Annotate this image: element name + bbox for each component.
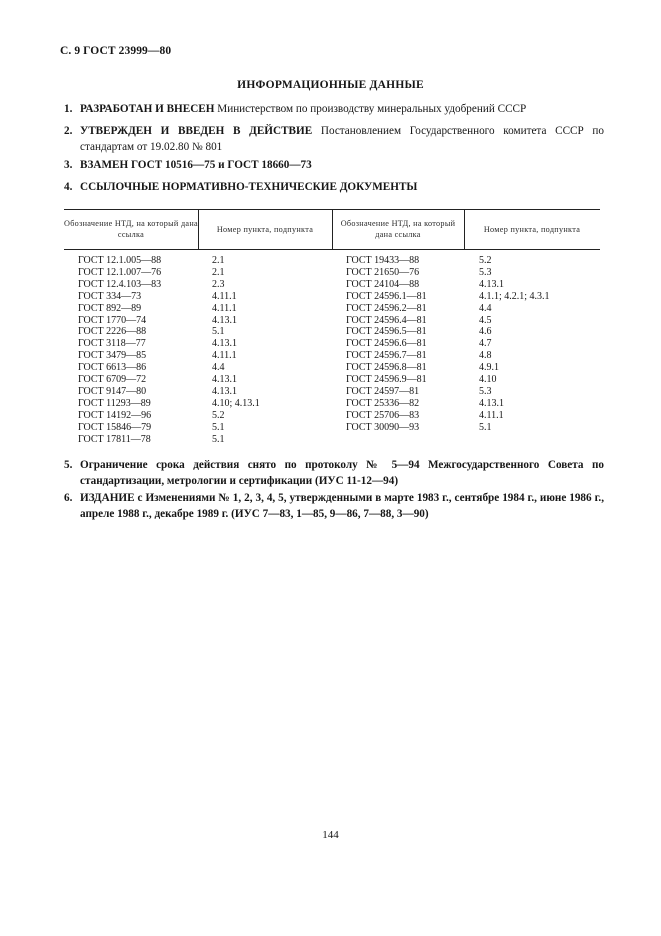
item-lead: ВЗАМЕН ГОСТ 10516—75 и ГОСТ 18660—73 [80,159,312,171]
column-left-points [212,255,260,446]
table-cell-point: 4.10 [479,374,497,386]
table-cell-point: 5.1 [479,421,492,433]
table-cell-document: ГОСТ 9147—80 [78,385,147,397]
item-text: Постановлением Государственного комитета СССР по стандартам от 19.02.80 № 801 [80,125,604,153]
table-cell-document: ГОСТ 11293—89 [78,397,151,409]
info-item-3 [64,157,604,173]
table-cell-point: 2.1 [212,266,225,278]
header-ntd-left: Обозначение НТД, на который дана ссылка [64,219,198,239]
table-cell-document: ГОСТ 24596.7—81 [346,350,427,362]
item-lead: ИЗДАНИЕ [80,492,135,504]
header-points-left: Номер пункта, подпункта [216,224,314,234]
table-cell-document: ГОСТ 3479—85 [78,350,147,362]
table-cell-point: 5.3 [479,266,492,278]
table-cell-document: ГОСТ 21650—76 [346,266,420,278]
table-cell-point: 4.5 [479,314,492,326]
table-cell-point: 4.9.1 [479,362,499,374]
info-item-1 [64,101,604,117]
table-cell-document: ГОСТ 24596.4—81 [346,314,427,326]
table-cell-document: ГОСТ 15846—79 [78,421,152,433]
item-number: 3. [64,159,73,171]
table-cell-document: ГОСТ 12.1.007—76 [78,266,162,278]
table-cell-document: ГОСТ 12.4.103—83 [78,278,162,290]
info-item-4 [64,179,604,195]
info-item-6 [64,490,604,522]
table-cell-point: 5.3 [479,385,492,397]
table-cell-point: 2.3 [212,278,225,290]
item-number: 5. [64,459,73,471]
table-cell-document: ГОСТ 24597—81 [346,385,420,397]
table-cell-document: ГОСТ 892—89 [78,302,142,314]
table-cell-document: ГОСТ 6613—86 [78,362,147,374]
item-text: с Изменениями № 1, 2, 3, 4, 5, утвержденными в марте 1983 г., сентябре 1984 г., июне 1986 г., апреле 1988 г., декабре 1989 г. (ИУС 7—83, 1—85, 9—86, 7—88, 3—90) [80,492,604,520]
table-cell-document: ГОСТ 24596.2—81 [346,302,427,314]
header-ntd-right: Обозначение НТД, на который дана ссылка [340,219,456,239]
table-cell-document: ГОСТ 19433—88 [346,255,420,266]
table-cell-point: 4.11.1 [212,302,237,314]
table-cell-document: ГОСТ 24596.8—81 [346,362,427,374]
table-cell-point: 5.2 [212,409,225,421]
table-cell-document: ГОСТ 25336—82 [346,397,420,409]
table-cell-point: 4.6 [479,326,492,338]
header-points-right: Номер пункта, подпункта [483,224,581,234]
table-cell-point: 5.2 [479,255,492,266]
table-cell-point: 4.13.1 [212,374,237,386]
table-cell-document: ГОСТ 24596.6—81 [346,338,427,350]
info-item-5 [64,457,604,489]
table-cell-document: ГОСТ 24104—88 [346,278,420,290]
item-text: Ограничение срока действия снято по протоколу № 5—94 Межгосударственного Совета по стандартизации, метрологии и сертификации (ИУС 11-12—94) [80,459,604,487]
table-cell-point: 4.13.1 [212,314,237,326]
table-cell-point: 4.8 [479,350,492,362]
table-header-rule [64,249,600,250]
table-cell-document: ГОСТ 24596.1—81 [346,290,427,302]
table-cell-point: 5.1 [212,421,225,433]
table-cell-point: 5.1 [212,433,225,445]
section-title: ИНФОРМАЦИОННЫЕ ДАННЫЕ [237,79,424,91]
item-number: 6. [64,492,73,504]
column-right-points [479,255,550,434]
item-number: 1. [64,103,73,115]
references-table [64,209,600,449]
info-item-2 [64,123,604,155]
running-header: С. 9 ГОСТ 23999—80 [60,45,172,57]
item-number: 2. [64,125,73,137]
item-lead: ССЫЛОЧНЫЕ НОРМАТИВНО-ТЕХНИЧЕСКИЕ ДОКУМЕНТЫ [80,181,418,193]
table-cell-document: ГОСТ 334—73 [78,290,142,302]
table-cell-point: 4.4 [212,362,225,374]
table-cell-point: 4.13.1 [479,278,504,290]
table-cell-document: ГОСТ 12.1.005—88 [78,255,162,266]
table-cell-point: 4.11.1 [479,409,504,421]
table-cell-point: 2.1 [212,255,225,266]
table-cell-point: 4.7 [479,338,492,350]
table-cell-point: 5.1 [212,326,225,338]
table-cell-document: ГОСТ 3118—77 [78,338,146,350]
table-cell-point: 4.13.1 [479,397,504,409]
table-cell-document: ГОСТ 2226—88 [78,326,147,338]
table-cell-point: 4.1.1; 4.2.1; 4.3.1 [479,290,550,302]
table-cell-point: 4.13.1 [212,338,237,350]
table-cell-document: ГОСТ 30090—93 [346,421,420,433]
item-number: 4. [64,181,73,193]
item-lead: РАЗРАБОТАН И ВНЕСЕН [80,103,215,115]
column-left-docs [78,255,161,446]
table-cell-document: ГОСТ 25706—83 [346,409,420,421]
column-right-docs [346,255,427,434]
table-cell-point: 4.11.1 [212,290,237,302]
table-cell-point: 4.10; 4.13.1 [212,397,260,409]
table-cell-point: 4.4 [479,302,492,314]
table-cell-document: ГОСТ 1770—74 [78,314,147,326]
table-cell-document: ГОСТ 14192—96 [78,409,152,421]
table-cell-document: ГОСТ 24596.5—81 [346,326,427,338]
table-cell-point: 4.13.1 [212,385,237,397]
table-cell-document: ГОСТ 17811—78 [78,433,151,445]
item-lead: УТВЕРЖДЕН И ВВЕДЕН В ДЕЙСТВИЕ [80,125,313,137]
table-cell-document: ГОСТ 6709—72 [78,374,147,386]
page-number: 144 [322,829,339,841]
table-cell-point: 4.11.1 [212,350,237,362]
item-text: Министерством по производству минеральных удобрений СССР [214,103,527,115]
table-cell-document: ГОСТ 24596.9—81 [346,374,427,386]
